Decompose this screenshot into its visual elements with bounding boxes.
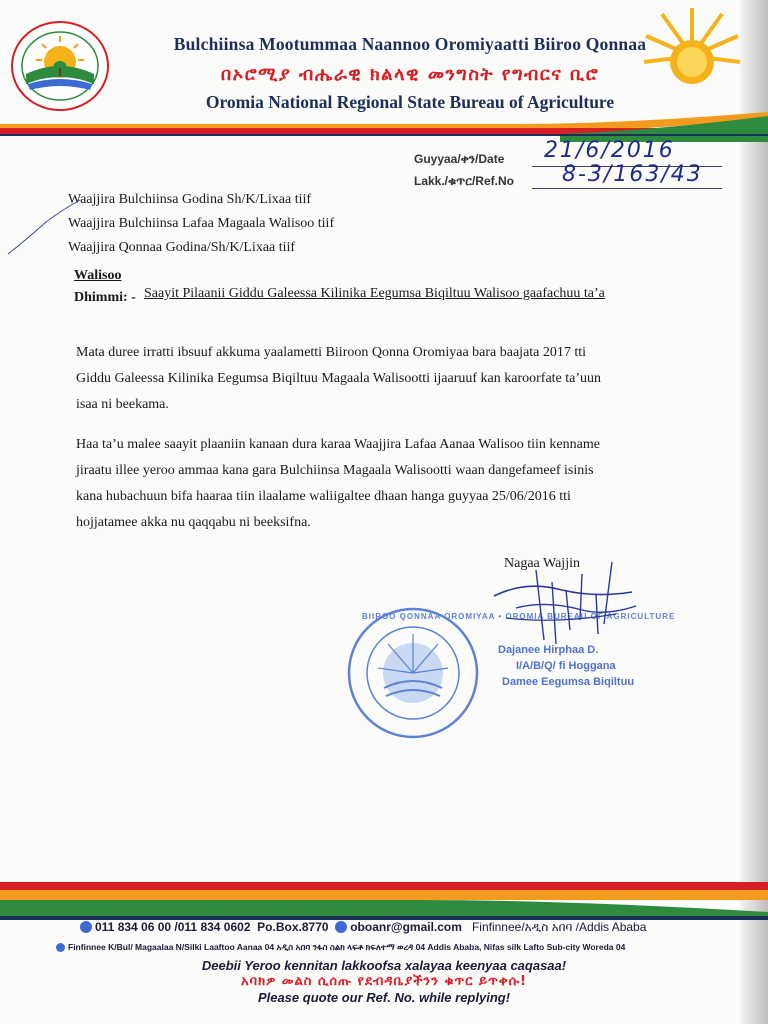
signatory-title-1: I/A/B/Q/ fi Hoggana <box>516 660 616 672</box>
body-p1-line-2: Giddu Galeessa Kilinika Eegumsa Biqiltuu Magaala Walisootti ijaaruuf kan karoorfate ta’uun <box>76 371 602 386</box>
footer-contact-line <box>80 920 768 935</box>
signatory-name: Dajanee Hirphaa D. <box>498 644 599 656</box>
footer-address: Finfinnee K/Bul/ Magaalaa N/Silki Laaftoo Aanaa 04 አዲስ አበባ ንፋስ ስልክ ላፍቶ ክፍለተማ ወረዳ 04 Addis Ababa, Nifas silk Lafto Sub-city Woreda 04 <box>68 942 626 952</box>
footer-note-oromo: Deebii Yeroo kennitan lakkoofsa xalayaa keenyaa caqasaa! <box>201 958 567 973</box>
footer-city: Finfinnee/አዲስ አበባ /Addis Ababa <box>471 920 647 934</box>
date-value-handwritten: 21/6/2016 <box>544 138 675 163</box>
body-p2-line-4: hojjatamee akka nu qaqqabu ni beeksifna. <box>76 515 311 530</box>
body-paragraph-1 <box>76 340 676 418</box>
body-p2-line-2: jiraatu illee yeroo ammaa kana gara Bulchiinsa Magaala Walisootti waan dangefameef isinis <box>76 463 594 478</box>
signatory-title-2: Damee Eegumsa Biqiltuu <box>502 676 635 688</box>
recipient-1: Waajjira Bulchiinsa Godina Sh/K/Lixaa tiif <box>68 192 312 207</box>
stamp-ring-text: BIIROO QONNAA OROMIYAA • OROMIA BUREAU OF AGRICULTURE <box>362 612 676 621</box>
location-pin-icon <box>56 943 65 952</box>
date-label: Guyyaa/ቀን/Date <box>414 152 505 166</box>
pen-mark <box>6 196 86 258</box>
subject-label-text: Dhimmi <box>74 290 123 305</box>
footer-color-band <box>0 878 768 922</box>
footer-email: oboanr@gmail.com <box>350 920 462 934</box>
closing-salutation: Nagaa Wajjin <box>504 556 580 571</box>
recipient-3: Waajjira Qonnaa Godina/Sh/K/Lixaa tiif <box>68 240 296 255</box>
page-edge-shadow <box>740 0 768 1024</box>
header-title-english: Oromia National Regional State Bureau of Agriculture <box>205 92 615 112</box>
phone-icon <box>80 921 92 933</box>
footer-note-amharic: አባክዎ መልስ ሲሰጡ የደብዳቤያችንን ቁጥር ይጥቀሱ! <box>241 974 527 989</box>
body-p1-line-1: Mata duree irratti ibsuuf akkuma yaalametti Biiroon Qonna Oromiyaa bara baajata 2017 tti <box>76 345 587 360</box>
footer-phones: 011 834 06 00 /011 834 0602 <box>95 920 251 934</box>
body-paragraph-2 <box>76 432 676 536</box>
body-p1-line-3: isaa ni beekama. <box>76 397 169 412</box>
footer-address-line <box>56 942 768 953</box>
ref-line <box>532 188 722 189</box>
header-title-oromo: Bulchiinsa Mootummaa Naannoo Oromiyaatti Biiroo Qonnaa <box>173 34 647 54</box>
email-icon <box>335 921 347 933</box>
ref-label: Lakk./ቁጥር/Ref.No <box>414 174 514 188</box>
footer-note-english: Please quote our Ref. No. while replying! <box>257 990 511 1005</box>
header-title-amharic: በኦሮሚያ ብሔራዊ ክልላዊ መንግስት የግብርና ቢሮ <box>220 64 600 85</box>
official-stamp <box>344 604 482 742</box>
subject-label: Dhimmi: - <box>74 290 136 305</box>
footer-pobox: Po.Box.8770 <box>257 920 329 934</box>
subject-text: Saayit Pilaanii Giddu Galeessa Kilinika Eegumsa Biqiltuu Walisoo gaafachuu ta’a <box>144 286 605 301</box>
recipient-2: Waajjira Bulchiinsa Lafaa Magaala Walisoo tiif <box>68 216 335 231</box>
sun-emblem <box>642 6 742 106</box>
ref-value-handwritten: 8-3/163/43 <box>562 162 703 187</box>
body-p2-line-1: Haa ta’u malee saayit plaaniin kanaan dura karaa Waajjira Lafaa Aanaa Walisoo tiin kenname <box>76 437 600 452</box>
place-name: Walisoo <box>74 268 122 283</box>
body-p2-line-3: kana hubachuun bifa haaraa tiin ilaalame waliigaltee dhaan hanga guyyaa 25/06/2016 tti <box>76 489 571 504</box>
